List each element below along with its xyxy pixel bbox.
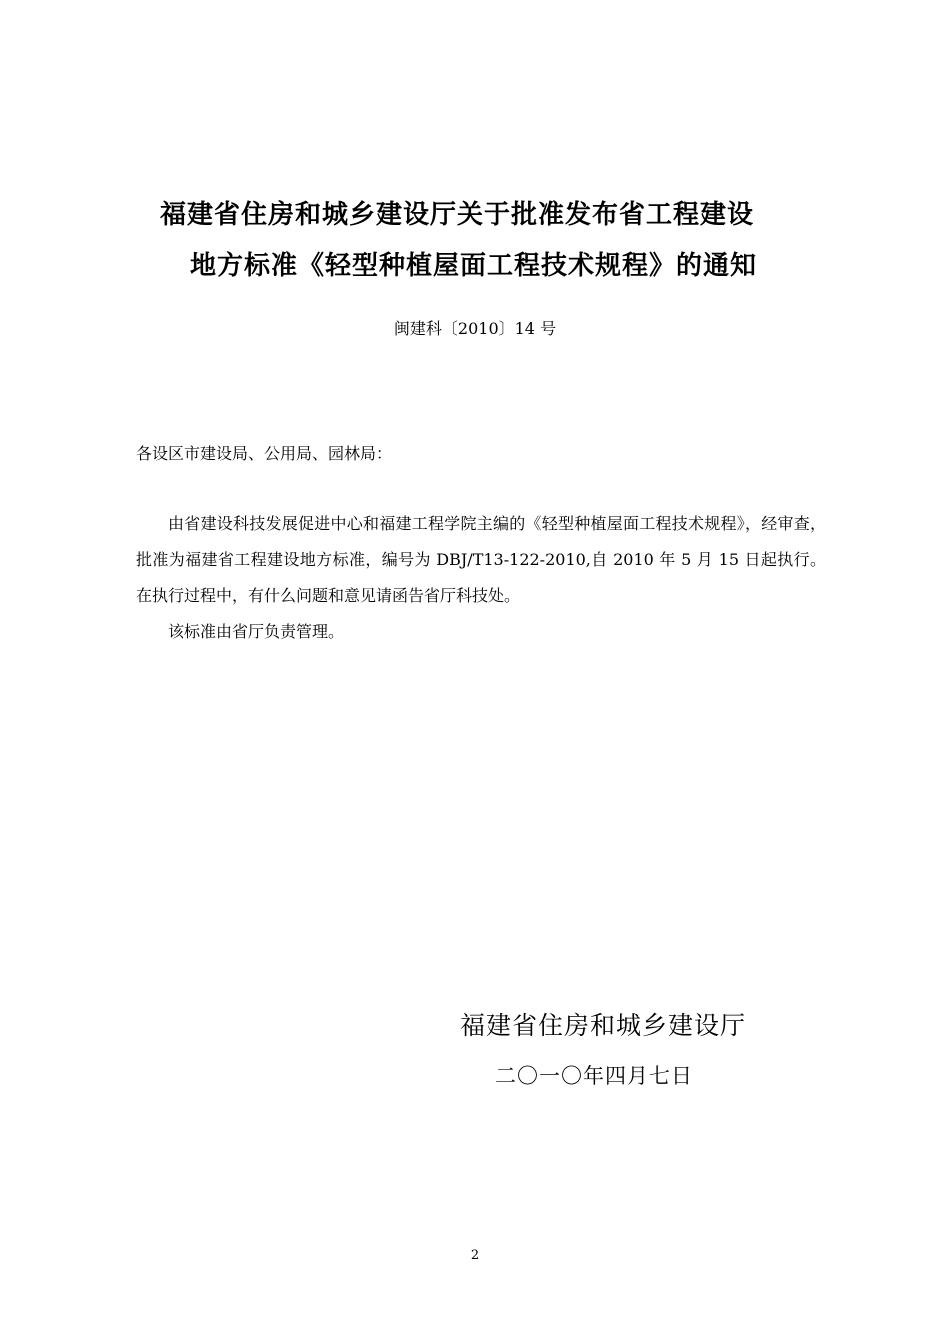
body-paragraph-2: 该标准由省厅负责管理。 — [168, 622, 345, 641]
document-title-line-2: 地方标准《轻型种植屋面工程技术规程》的通知 — [190, 251, 758, 281]
document-title-line-1: 福建省住房和城乡建设厅关于批准发布省工程建设 — [160, 200, 755, 230]
body-paragraph-1: 由省建设科技发展促进中心和福建工程学院主编的《轻型种植屋面工程技术规程》，经审查，批准为福建省工程建设地方标准，编号为 DBJ/T13-122-2010,自 2010 年 5 月 15 日起执行。在执行过程中，有什么问题和意见请函告省厅科技处。 — [136, 514, 826, 605]
addressee: 各设区市建设局、公用局、园林局： — [136, 444, 393, 463]
page-number: 2 — [470, 1248, 480, 1263]
document-number: 闽建科〔2010〕14 号 — [393, 319, 557, 338]
issue-date: 二〇一〇年四月七日 — [495, 1064, 693, 1088]
signing-authority: 福建省住房和城乡建设厅 — [460, 1011, 747, 1040]
body-text — [136, 506, 826, 650]
